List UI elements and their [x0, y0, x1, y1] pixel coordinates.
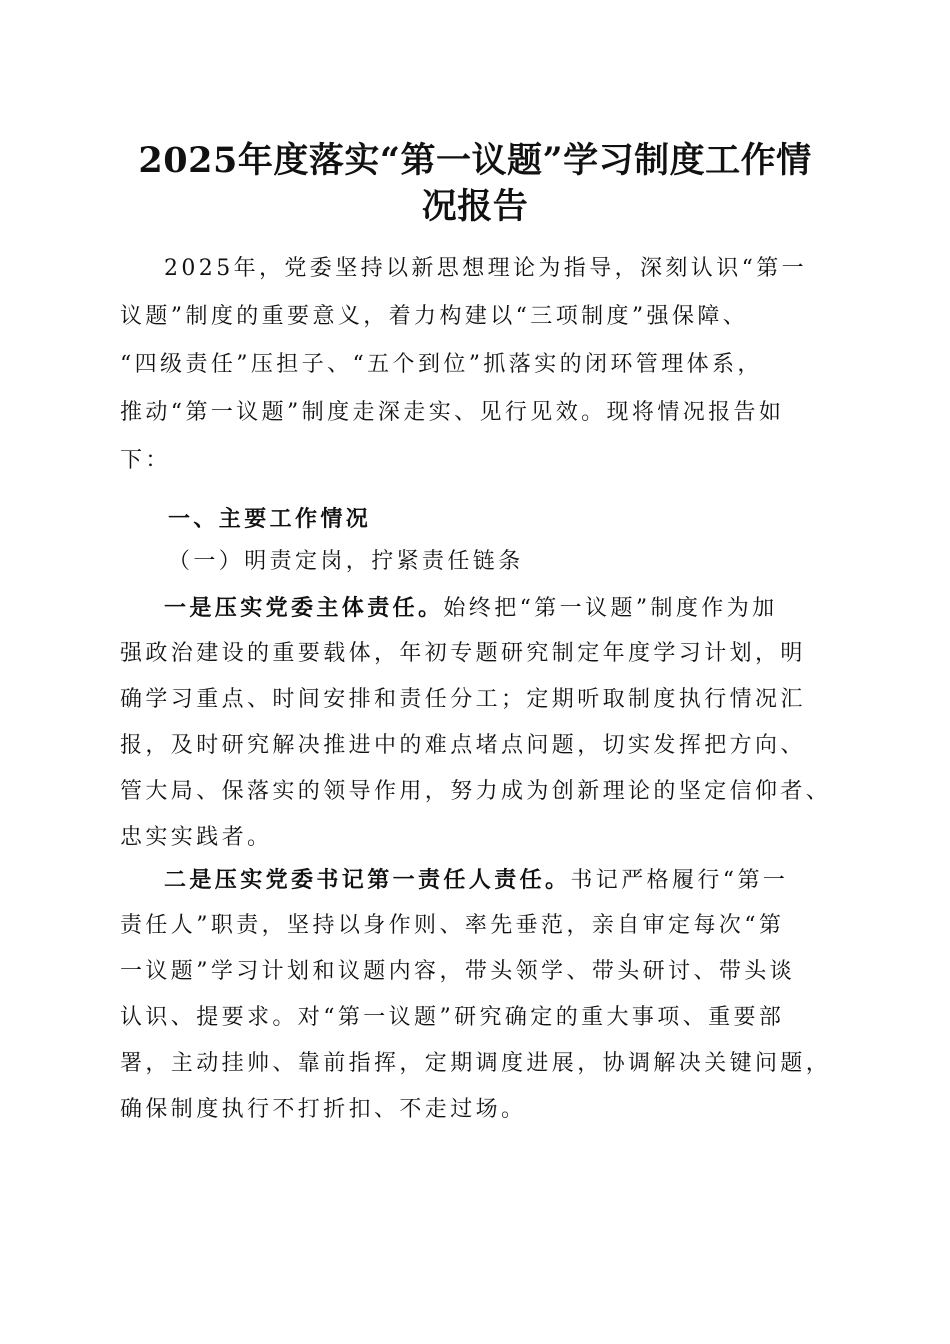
para2-line-6: 确保制度执行不打折扣、不走过场。: [120, 1097, 527, 1122]
document-title: [110, 138, 840, 230]
subsection-heading: （一）明责定岗，拧紧责任链条: [168, 549, 524, 574]
intro-line-2: 议题”制度的重要意义，着力构建以“三项制度”强保障、: [120, 304, 749, 329]
para2-first-rest: 书记严格履行“第一: [570, 868, 789, 893]
intro-line-4: 推动“第一议题”制度走深走实、见行见效。现将情况报告如: [120, 400, 785, 425]
para2-line-5: 署，主动挂帅、靠前指挥，定期调度进展，协调解决关键问题，: [120, 1051, 832, 1076]
title-line-2: 况报告: [421, 186, 529, 227]
para2-line-1: [164, 865, 788, 896]
para2-line-3: 一议题”学习计划和议题内容，带头领学、带头研讨、带头谈: [120, 959, 796, 984]
para1-line-1: [164, 593, 778, 624]
para2-lead: 二是压实党委书记第一责任人责任。: [164, 867, 571, 893]
para1-line-6: 忠实实践者。: [120, 825, 273, 850]
title-line-1: 2025年度落实“第一议题”学习制度工作情: [138, 140, 812, 181]
para2-line-2: 责任人”职责，坚持以身作则、率先垂范，亲自审定每次“第: [120, 913, 785, 938]
para1-line-5: 管大局、保落实的领导作用，努力成为创新理论的坚定信仰者、: [120, 779, 832, 804]
intro-line-1: 2025年，党委坚持以新思想理论为指导，深刻认识“第一: [164, 256, 808, 281]
para1-line-4: 报，及时研究解决推进中的难点堵点问题，切实发挥把方向、: [120, 733, 806, 758]
para1-first-rest: 始终把“第一议题”制度作为加: [443, 596, 778, 621]
para1-line-2: 强政治建设的重要载体，年初专题研究制定年度学习计划，明: [120, 641, 806, 666]
intro-line-5: 下：: [120, 448, 171, 473]
section-heading: 一、主要工作情况: [168, 507, 372, 532]
intro-line-3: “四级责任”压担子、“五个到位”抓落实的闭环管理体系，: [120, 352, 763, 377]
para1-lead: 一是压实党委主体责任。: [164, 595, 444, 621]
para2-line-4: 认识、提要求。对“第一议题”研究确定的重大事项、重要部: [120, 1005, 785, 1030]
para1-line-3: 确学习重点、时间安排和责任分工；定期听取制度执行情况汇: [120, 687, 806, 712]
